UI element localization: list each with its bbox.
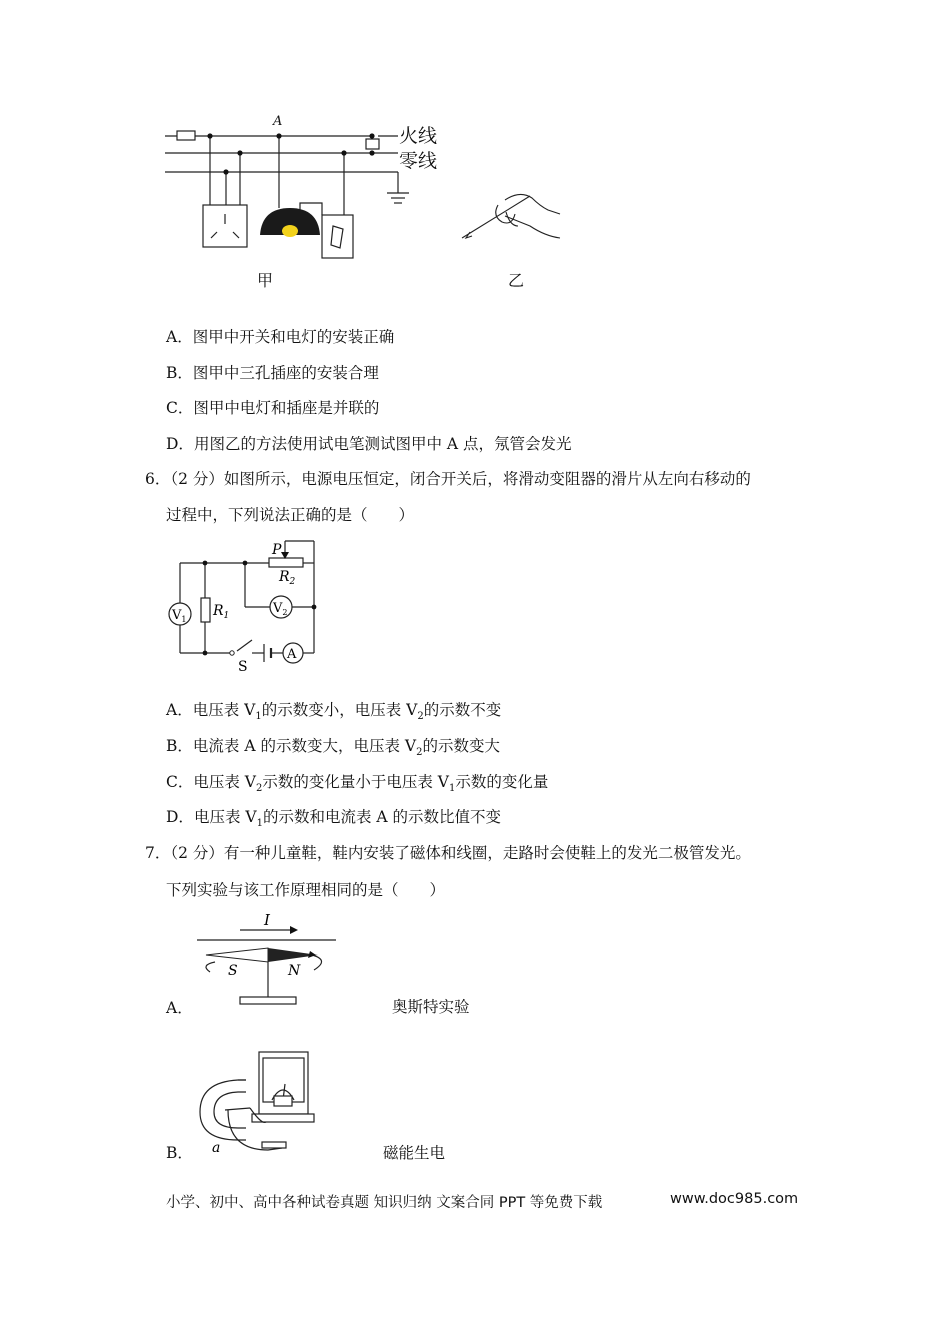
subscript: 1 <box>255 711 262 723</box>
slider-p-label: P <box>272 542 282 558</box>
q6-stem-line2: 过程中，下列说法正确的是（ ） <box>166 506 415 524</box>
point-a-label: A <box>273 114 283 129</box>
option-text: 示数的变化量小于电压表 V <box>262 773 449 791</box>
option-text: 图甲中电灯和插座是并联的 <box>193 399 380 417</box>
option-text: 电压表 V <box>193 808 257 826</box>
footer-text: 小学、初中、高中各种试卷真题 知识归纳 文案合同 PPT 等免费下载 <box>166 1195 603 1211</box>
option-text: 图甲中三孔插座的安装合理 <box>192 364 379 382</box>
option-text: 的示数变小，电压表 V <box>261 701 418 719</box>
voltmeter-v2-label: $V_2$ <box>273 601 288 617</box>
ammeter-label: A <box>287 647 297 662</box>
option-letter: D． <box>166 808 194 826</box>
footer-url[interactable]: www.doc985.com <box>670 1191 799 1207</box>
q7-option-b-letter[interactable]: B． <box>166 1144 193 1162</box>
pole-n-label: N <box>288 963 301 979</box>
q7-option-a-letter[interactable]: A． <box>166 999 193 1017</box>
option-letter: C． <box>166 399 194 417</box>
switch-s-label: S <box>238 659 248 675</box>
question-stem-line1: （2 分）如图所示，电源电压恒定，闭合开关后，将滑动变阻器的滑片从左向右移动的 <box>170 470 751 488</box>
option-text: 电压表 V <box>192 701 256 719</box>
r2-label: $R_2$ <box>279 569 296 587</box>
option-text: 的示数和电流表 A 的示数比值不变 <box>262 808 501 826</box>
option-text: 用图乙的方法使用试电笔测试图甲中 A 点，氖管会发光 <box>193 435 572 453</box>
question-number: 6． <box>145 470 171 488</box>
option-text: 的示数不变 <box>423 701 502 719</box>
current-i-label: I <box>264 911 270 929</box>
option-text: 电流表 A 的示数变大，电压表 V <box>192 737 417 755</box>
voltmeter-v1-label: $V_1$ <box>172 608 187 624</box>
subscript: 1 <box>449 783 456 795</box>
question-number: 7． <box>145 844 171 862</box>
option-letter: B． <box>166 364 193 382</box>
option-letter: A． <box>166 701 193 719</box>
r1-label: $R_1$ <box>213 603 230 621</box>
subscript: 2 <box>416 747 423 759</box>
option-text: 示数的变化量 <box>455 773 549 791</box>
option-letter: D． <box>166 435 194 453</box>
question-stem-line1: （2 分）有一种儿童鞋，鞋内安装了磁体和线圈，走路时会使鞋上的发光二极管发光。 <box>170 844 751 862</box>
option-text: 图甲中开关和电灯的安装正确 <box>192 328 395 346</box>
q7-option-a-caption: 奥斯特实验 <box>392 998 470 1016</box>
subscript: 2 <box>417 711 424 723</box>
subscript: 1 <box>256 818 263 830</box>
subscript: 2 <box>256 783 263 795</box>
option-text: 电压表 V <box>193 773 256 791</box>
q7-option-b-caption: 磁能生电 <box>383 1144 446 1162</box>
figure-caption-jia: 甲 <box>257 271 274 290</box>
conductor-a-label: a <box>212 1140 221 1156</box>
q7-stem-line2: 下列实验与该工作原理相同的是（ ） <box>166 881 446 899</box>
option-letter: A． <box>166 328 193 346</box>
figure-caption-yi: 乙 <box>508 271 525 290</box>
option-text: 的示数变大 <box>422 737 500 755</box>
neutral-wire-label: 零线 <box>399 150 438 172</box>
option-letter: C． <box>166 773 194 791</box>
option-letter: B． <box>166 737 193 755</box>
fire-wire-label: 火线 <box>399 125 438 147</box>
pole-s-label: S <box>228 963 238 979</box>
